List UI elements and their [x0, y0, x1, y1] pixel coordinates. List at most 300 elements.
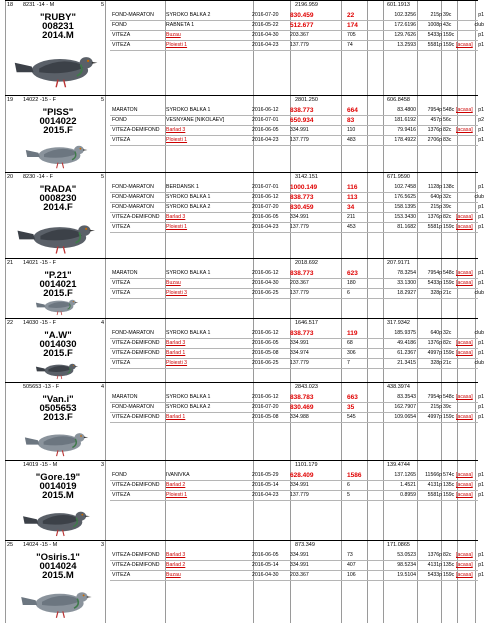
race-row [110, 471, 484, 480]
participant-count: 7954p [427, 270, 442, 276]
race-count: 5 [101, 97, 105, 103]
race-type: VITEZA [112, 42, 131, 48]
race-points: 78.3254 [397, 270, 416, 276]
race-location: RABNETA 1 [166, 22, 195, 28]
race-row [110, 551, 484, 560]
race-position: 6 [347, 482, 350, 488]
race-position: 180 [347, 280, 356, 286]
race-location: Barlad 2 [166, 482, 186, 488]
race-points: 153.3430 [394, 214, 416, 220]
race-distance: 334.988 [290, 414, 309, 420]
race-count: 3 [101, 462, 105, 468]
race-date: 2016-06-05 [252, 552, 279, 558]
total-points: 317.9342 [387, 320, 410, 326]
race-count: 3 [101, 542, 105, 548]
race-points: 13.2593 [397, 42, 416, 48]
pigeon-block [5, 382, 484, 461]
pigeon-photo [11, 357, 105, 381]
pigeon-name-line: "RUBY" [40, 12, 76, 23]
race-row [110, 31, 484, 40]
race-date: 2016-07-20 [252, 404, 279, 410]
race-category: club [474, 360, 484, 366]
race-distance: 137.779 [290, 42, 309, 48]
acasa-link[interactable]: [acasa] [456, 127, 473, 133]
race-distance: 838.773 [290, 194, 314, 201]
race-location: Ploiesti 1 [166, 224, 188, 230]
race-position: 22 [347, 12, 355, 19]
pigeon-photo [11, 293, 105, 317]
club-count: 39c [443, 204, 452, 210]
column-divider [5, 461, 6, 541]
race-points: 53.0523 [397, 552, 416, 558]
race-type: VITEZA-DEMIFOND [112, 127, 160, 133]
race-row [110, 571, 484, 580]
race-position: 83 [347, 117, 355, 124]
club-count: 138c [443, 184, 455, 190]
pigeon-name-line: 2013.F [43, 412, 73, 423]
acasa-link[interactable]: [acasa] [456, 472, 473, 478]
race-type: VITEZA [112, 290, 131, 296]
race-row [110, 403, 484, 412]
race-position: 174 [347, 22, 358, 29]
pigeon-name-line: 0008230 [39, 193, 77, 204]
pigeon-index: 19 [7, 97, 14, 103]
race-date: 2016-05-14 [252, 562, 279, 568]
race-row [110, 393, 484, 402]
race-location: Buzau [166, 32, 181, 38]
race-date: 2016-04-23 [252, 137, 279, 143]
race-type: VITEZA [112, 224, 131, 230]
race-points: 33.1300 [397, 280, 416, 286]
race-type: VITEZA [112, 572, 131, 578]
participant-count: 5581p [427, 492, 442, 498]
acasa-link[interactable]: [acasa] [456, 214, 473, 220]
race-points: 102.3256 [394, 12, 416, 18]
club-count: 159c [443, 492, 455, 498]
club-count: 83c [443, 137, 452, 143]
pigeon-name-line: 0014030 [39, 339, 77, 350]
race-location: SYROKO BALKA 2 [166, 404, 211, 410]
row-divider [110, 580, 478, 581]
race-category: p1 [478, 224, 484, 230]
race-date: 2016-04-30 [252, 572, 279, 578]
acasa-link[interactable]: [acasa] [456, 572, 473, 578]
race-row [110, 193, 484, 202]
acasa-link[interactable]: [acasa] [456, 394, 473, 400]
race-row [110, 203, 484, 212]
race-type: VITEZA [112, 360, 131, 366]
race-points: 98.5234 [397, 562, 416, 568]
club-count: 32c [443, 330, 452, 336]
participant-count: 457p [430, 117, 442, 123]
participant-count: 4997p [427, 414, 442, 420]
race-position: 1586 [347, 472, 362, 479]
pigeon-photo-frame [11, 423, 105, 464]
race-category: club [474, 194, 484, 200]
race-location: SYROKO BALKA 2 [166, 12, 211, 18]
race-row [110, 126, 484, 135]
total-distance: 873.349 [295, 542, 315, 548]
total-points: 606.8458 [387, 97, 410, 103]
pigeon-photo-frame [11, 136, 105, 176]
race-row [110, 289, 484, 298]
race-points: 83.3543 [397, 394, 416, 400]
club-count: 21c [443, 360, 452, 366]
race-points: 185.9375 [394, 330, 416, 336]
race-position: 6 [347, 290, 350, 296]
race-date: 2016-04-23 [252, 42, 279, 48]
club-count: 82c [443, 127, 452, 133]
race-date: 2016-07-20 [252, 204, 279, 210]
race-row [110, 213, 484, 222]
race-date: 2016-05-22 [252, 22, 279, 28]
race-location: Ploiesti 3 [166, 360, 188, 366]
race-location: Barlad 1 [166, 350, 186, 356]
race-type: VITEZA-DEMIFOND [112, 340, 160, 346]
race-points: 0.8959 [400, 492, 416, 498]
race-points: 1.4521 [400, 482, 416, 488]
ring-number: 14022 -15 - F [23, 97, 57, 103]
pigeon-name-line: 2015.F [43, 125, 73, 136]
acasa-link[interactable]: [acasa] [456, 107, 473, 113]
race-distance: 203.367 [290, 572, 309, 578]
race-category: p1 [478, 472, 484, 478]
race-type: FOND-MARATON [112, 184, 154, 190]
race-location: Barlad 3 [166, 127, 186, 133]
race-distance: 830.459 [290, 204, 314, 211]
race-location: IVANIVKA [166, 472, 190, 478]
race-location: Ploiesti 1 [166, 492, 188, 498]
race-points: 18.2927 [397, 290, 416, 296]
race-position: 106 [347, 572, 356, 578]
race-row [110, 329, 484, 338]
pigeon-name-line: 2015.F [43, 288, 73, 299]
race-date: 2016-06-12 [252, 107, 279, 113]
race-points: 79.9416 [397, 127, 416, 133]
race-location: Barlad 1 [166, 414, 186, 420]
race-distance: 838.773 [290, 107, 314, 114]
pigeon-photo [11, 501, 105, 539]
race-location: SYROKO BALKA 1 [166, 107, 211, 113]
race-category: p1 [478, 107, 484, 113]
race-row [110, 136, 484, 145]
total-distance: 2843.023 [295, 384, 318, 390]
race-position: 623 [347, 270, 358, 277]
pigeon-name-line: "Van.i" [42, 394, 74, 405]
row-divider [110, 500, 478, 501]
pigeon-name-line: 2015.M [42, 490, 74, 501]
acasa-link[interactable]: [acasa] [456, 350, 473, 356]
race-position: 7 [347, 360, 350, 366]
race-position: 34 [347, 204, 355, 211]
race-distance: 512.677 [290, 22, 314, 29]
race-category: p1 [478, 562, 484, 568]
race-points: 178.4922 [394, 137, 416, 143]
race-row [110, 491, 484, 500]
race-date: 2016-06-12 [252, 270, 279, 276]
race-location: VESNYANE [NIKOLAEV] [166, 117, 225, 123]
pigeon-block [5, 172, 484, 259]
race-category: p1 [478, 414, 484, 420]
pigeon-name-line: 008231 [42, 21, 74, 32]
race-date: 2016-06-05 [252, 340, 279, 346]
total-distance: 2196.959 [295, 2, 318, 8]
race-date: 2016-06-05 [252, 127, 279, 133]
race-type: MARATON [112, 270, 138, 276]
participant-count: 328p [430, 360, 442, 366]
race-location: Barlad 3 [166, 552, 186, 558]
race-points: 102.7458 [394, 184, 416, 190]
race-position: 705 [347, 32, 356, 38]
race-position: 74 [347, 42, 353, 48]
participant-count: 2706p [427, 137, 442, 143]
race-category: p1 [478, 552, 484, 558]
race-category: p1 [478, 214, 484, 220]
race-distance: 137.779 [290, 360, 309, 366]
race-position: 113 [347, 194, 358, 201]
acasa-link[interactable]: [acasa] [456, 562, 473, 568]
race-type: VITEZA [112, 280, 131, 286]
race-distance: 334.991 [290, 482, 309, 488]
column-divider [5, 1, 6, 96]
pigeon-name-line: 0014019 [39, 481, 77, 492]
club-count: 43c [443, 22, 452, 28]
club-count: 82c [443, 340, 452, 346]
race-type: VITEZA-DEMIFOND [112, 552, 160, 558]
club-count: 21c [443, 290, 452, 296]
acasa-link[interactable]: [acasa] [456, 270, 473, 276]
pigeon-block [5, 0, 484, 96]
club-count: 135c [443, 482, 455, 488]
participant-count: 215p [430, 204, 442, 210]
race-category: p1 [478, 204, 484, 210]
total-points: 438.3974 [387, 384, 410, 390]
race-position: 453 [347, 224, 356, 230]
ring-number: 505653 -13 - F [23, 384, 60, 390]
race-count: 5 [101, 174, 105, 180]
pigeon-block [5, 258, 484, 319]
race-location: Ploiesti 1 [166, 137, 188, 143]
race-date: 2016-06-12 [252, 394, 279, 400]
race-row [110, 269, 484, 278]
pigeon-name-line: 2014.M [42, 30, 74, 41]
race-date: 2016-06-05 [252, 214, 279, 220]
race-date: 2016-06-25 [252, 290, 279, 296]
race-position: 68 [347, 340, 353, 346]
acasa-link[interactable]: [acasa] [456, 552, 473, 558]
race-date: 2016-06-12 [252, 194, 279, 200]
race-category: p2 [478, 117, 484, 123]
club-count: 159c [443, 32, 455, 38]
participant-count: 7954p [427, 394, 442, 400]
row-divider [110, 232, 478, 233]
race-category: p1 [478, 137, 484, 143]
race-points: 109.0654 [394, 414, 416, 420]
race-position: 119 [347, 330, 358, 337]
total-distance: 2018.692 [295, 260, 318, 266]
participant-count: 1128p [427, 184, 442, 190]
race-row [110, 481, 484, 490]
total-points: 671.9590 [387, 174, 410, 180]
race-distance: 334.991 [290, 562, 309, 568]
race-position: 407 [347, 562, 356, 568]
race-type: FOND [112, 22, 127, 28]
race-position: 545 [347, 414, 356, 420]
race-date: 2016-06-12 [252, 330, 279, 336]
pigeon-photo [11, 581, 105, 621]
pigeon-name-line: 2015.F [43, 348, 73, 359]
race-category: p1 [478, 12, 484, 18]
participant-count: 1376p [427, 340, 442, 346]
pigeon-name-line: "RADA" [39, 184, 77, 195]
race-row [110, 11, 484, 20]
race-type: FOND-MARATON [112, 330, 154, 336]
ring-number: 14021 -15 - F [23, 260, 57, 266]
race-category: p1 [478, 270, 484, 276]
column-divider [5, 259, 6, 319]
race-points: 81.1682 [397, 224, 416, 230]
race-date: 2016-05-08 [252, 350, 279, 356]
club-count: 39c [443, 12, 452, 18]
total-distance: 1646.517 [295, 320, 318, 326]
race-position: 306 [347, 350, 356, 356]
club-count: 82c [443, 552, 452, 558]
club-count: 159c [443, 572, 455, 578]
club-count: 548c [443, 270, 455, 276]
acasa-link[interactable]: [acasa] [456, 280, 473, 286]
race-row [110, 223, 484, 232]
race-location: Buzau [166, 280, 181, 286]
acasa-link[interactable]: [acasa] [456, 492, 473, 498]
race-location: SYROKO BALKA 1 [166, 330, 211, 336]
column-divider [5, 173, 6, 259]
race-location: Barlad 3 [166, 214, 186, 220]
race-row [110, 359, 484, 368]
race-distance: 334.991 [290, 340, 309, 346]
total-distance: 3142.151 [295, 174, 318, 180]
race-date: 2016-07-01 [252, 117, 279, 123]
pigeon-name-line: 2015.M [42, 570, 74, 581]
race-distance: 1000.149 [290, 184, 318, 191]
ring-number: 8230 -14 - F [23, 174, 53, 180]
race-date: 2016-04-23 [252, 492, 279, 498]
race-date: 2016-05-08 [252, 414, 279, 420]
race-type: FOND [112, 472, 127, 478]
race-distance: 203.367 [290, 280, 309, 286]
club-count: 548c [443, 107, 455, 113]
race-distance: 628.409 [290, 472, 314, 479]
row-divider [110, 368, 478, 369]
total-points: 601.1913 [387, 2, 410, 8]
race-count: 5 [101, 2, 105, 8]
pigeon-name-line: "PISS" [42, 107, 74, 118]
club-count: 159c [443, 42, 455, 48]
pigeon-block [5, 318, 484, 383]
race-distance: 838.773 [290, 270, 314, 277]
club-count: 159c [443, 224, 455, 230]
race-points: 172.6196 [394, 22, 416, 28]
acasa-link[interactable]: [acasa] [456, 42, 473, 48]
race-location: SYROKO BALKA 2 [166, 204, 211, 210]
column-divider [5, 96, 6, 173]
race-date: 2016-04-23 [252, 224, 279, 230]
total-points: 139.4744 [387, 462, 410, 468]
race-location: Ploiesti 3 [166, 290, 188, 296]
race-distance: 137.779 [290, 137, 309, 143]
ring-number: 14019 -15 - M [23, 462, 58, 468]
race-type: FOND-MARATON [112, 204, 154, 210]
participant-count: 5581p [427, 42, 442, 48]
acasa-link[interactable]: [acasa] [456, 340, 473, 346]
race-location: Buzau [166, 572, 181, 578]
race-category: p1 [478, 127, 484, 133]
race-type: VITEZA-DEMIFOND [112, 414, 160, 420]
pigeon-name-line: "P.21" [44, 270, 72, 281]
row-divider [110, 298, 478, 299]
race-points: 137.1265 [394, 472, 416, 478]
race-row [110, 183, 484, 192]
pigeon-photo-frame [11, 581, 105, 626]
acasa-link[interactable]: [acasa] [456, 482, 473, 488]
race-row [110, 349, 484, 358]
pigeon-name-line: 0014022 [39, 116, 77, 127]
race-category: p1 [478, 394, 484, 400]
race-type: FOND-MARATON [112, 12, 154, 18]
row-divider [110, 50, 478, 51]
pigeon-photo-frame [11, 213, 105, 262]
race-position: 116 [347, 184, 358, 191]
total-distance: 1101.179 [295, 462, 318, 468]
pigeon-photo-frame [11, 501, 105, 544]
pigeon-index: 21 [7, 260, 14, 266]
acasa-link[interactable]: [acasa] [456, 224, 473, 230]
club-count: 135c [443, 562, 455, 568]
race-distance: 334.991 [290, 127, 309, 133]
participant-count: 4997p [427, 350, 442, 356]
race-distance: 137.779 [290, 224, 309, 230]
race-row [110, 116, 484, 125]
club-count: 56c [443, 117, 452, 123]
race-points: 176.5625 [394, 194, 416, 200]
participant-count: 640p [430, 194, 442, 200]
row-divider [110, 422, 478, 423]
club-count: 574c [443, 472, 455, 478]
participant-count: 1376p [427, 127, 442, 133]
race-category: p1 [478, 404, 484, 410]
participant-count: 215p [430, 404, 442, 410]
club-count: 32c [443, 194, 452, 200]
race-position: 664 [347, 107, 358, 114]
pigeon-index: 22 [7, 320, 14, 326]
participant-count: 5433p [427, 572, 442, 578]
participant-count: 4131p [427, 482, 442, 488]
pigeon-photo [11, 423, 105, 459]
race-location: Ploiesti 1 [166, 42, 188, 48]
participant-count: 1376p [427, 214, 442, 220]
race-count: 4 [101, 320, 105, 326]
race-row [110, 413, 484, 422]
race-date: 2016-05-29 [252, 472, 279, 478]
pigeon-name-line: "Osiris.1" [36, 552, 80, 563]
pigeon-name-line: 0014021 [39, 279, 77, 290]
total-points: 171.0865 [387, 542, 410, 548]
race-position: 35 [347, 404, 355, 411]
race-position: 5 [347, 492, 350, 498]
pigeon-index: 18 [7, 2, 14, 8]
acasa-link[interactable]: [acasa] [456, 414, 473, 420]
total-points: 207.9171 [387, 260, 410, 266]
race-category: club [474, 290, 484, 296]
